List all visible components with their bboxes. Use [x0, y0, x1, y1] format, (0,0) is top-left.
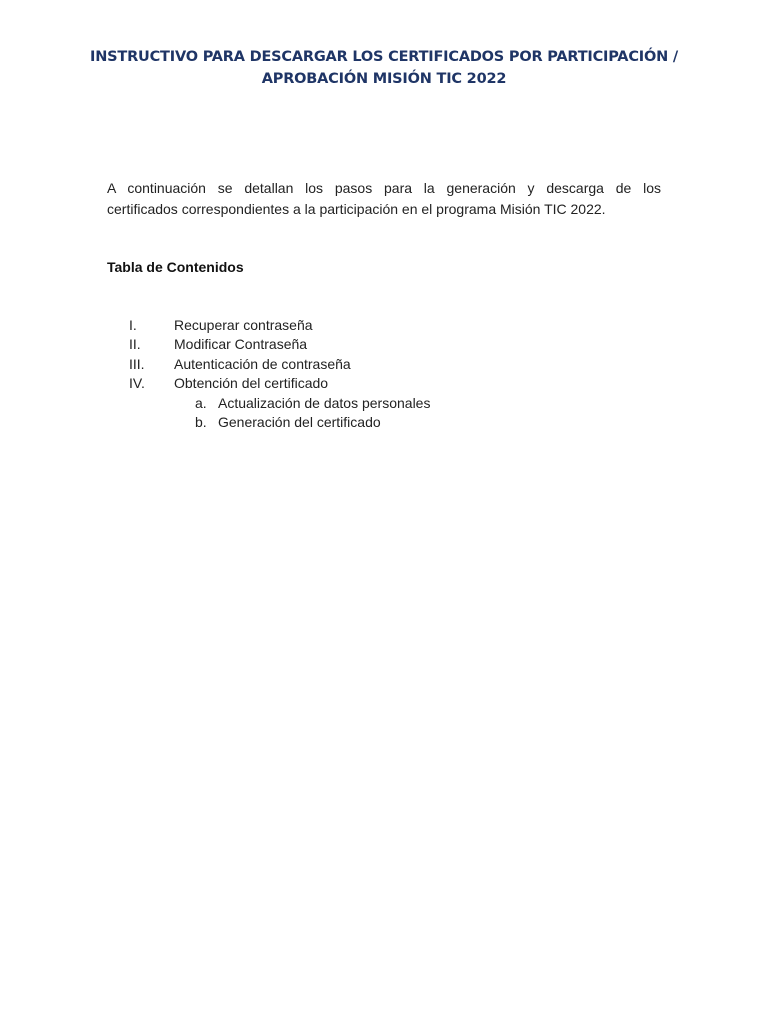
document-title: [60, 46, 708, 90]
toc-subitem-letter: a.: [195, 395, 207, 411]
toc-subitem-text: Generación del certificado: [218, 414, 381, 430]
title-line-1: INSTRUCTIVO PARA DESCARGAR LOS CERTIFICADOS POR PARTICIPACIÓN /: [90, 49, 678, 65]
toc-subitem-letter: b.: [195, 414, 207, 430]
toc-item-text: Recuperar contraseña: [174, 317, 313, 333]
toc-subitem-text: Actualización de datos personales: [218, 395, 431, 411]
toc-item-text: Modificar Contraseña: [174, 336, 308, 352]
toc-item-number: II.: [129, 336, 141, 352]
intro-paragraph: [107, 178, 661, 220]
toc-item-text: Autenticación de contraseña: [174, 356, 351, 372]
intro-line-1: A continuación se detallan los pasos para la generación y descarga de los: [107, 180, 661, 196]
toc-item-number: IV.: [129, 375, 145, 391]
toc-heading: Tabla de Contenidos: [107, 259, 244, 275]
toc-item-number: III.: [129, 356, 145, 372]
title-line-2: APROBACIÓN MISIÓN TIC 2022: [261, 71, 507, 87]
toc-item-text: Obtención del certificado: [174, 375, 329, 391]
intro-line-2: certificados correspondientes a la participación en el programa Misión TIC 2022.: [107, 201, 606, 217]
toc-item-number: I.: [129, 317, 137, 333]
